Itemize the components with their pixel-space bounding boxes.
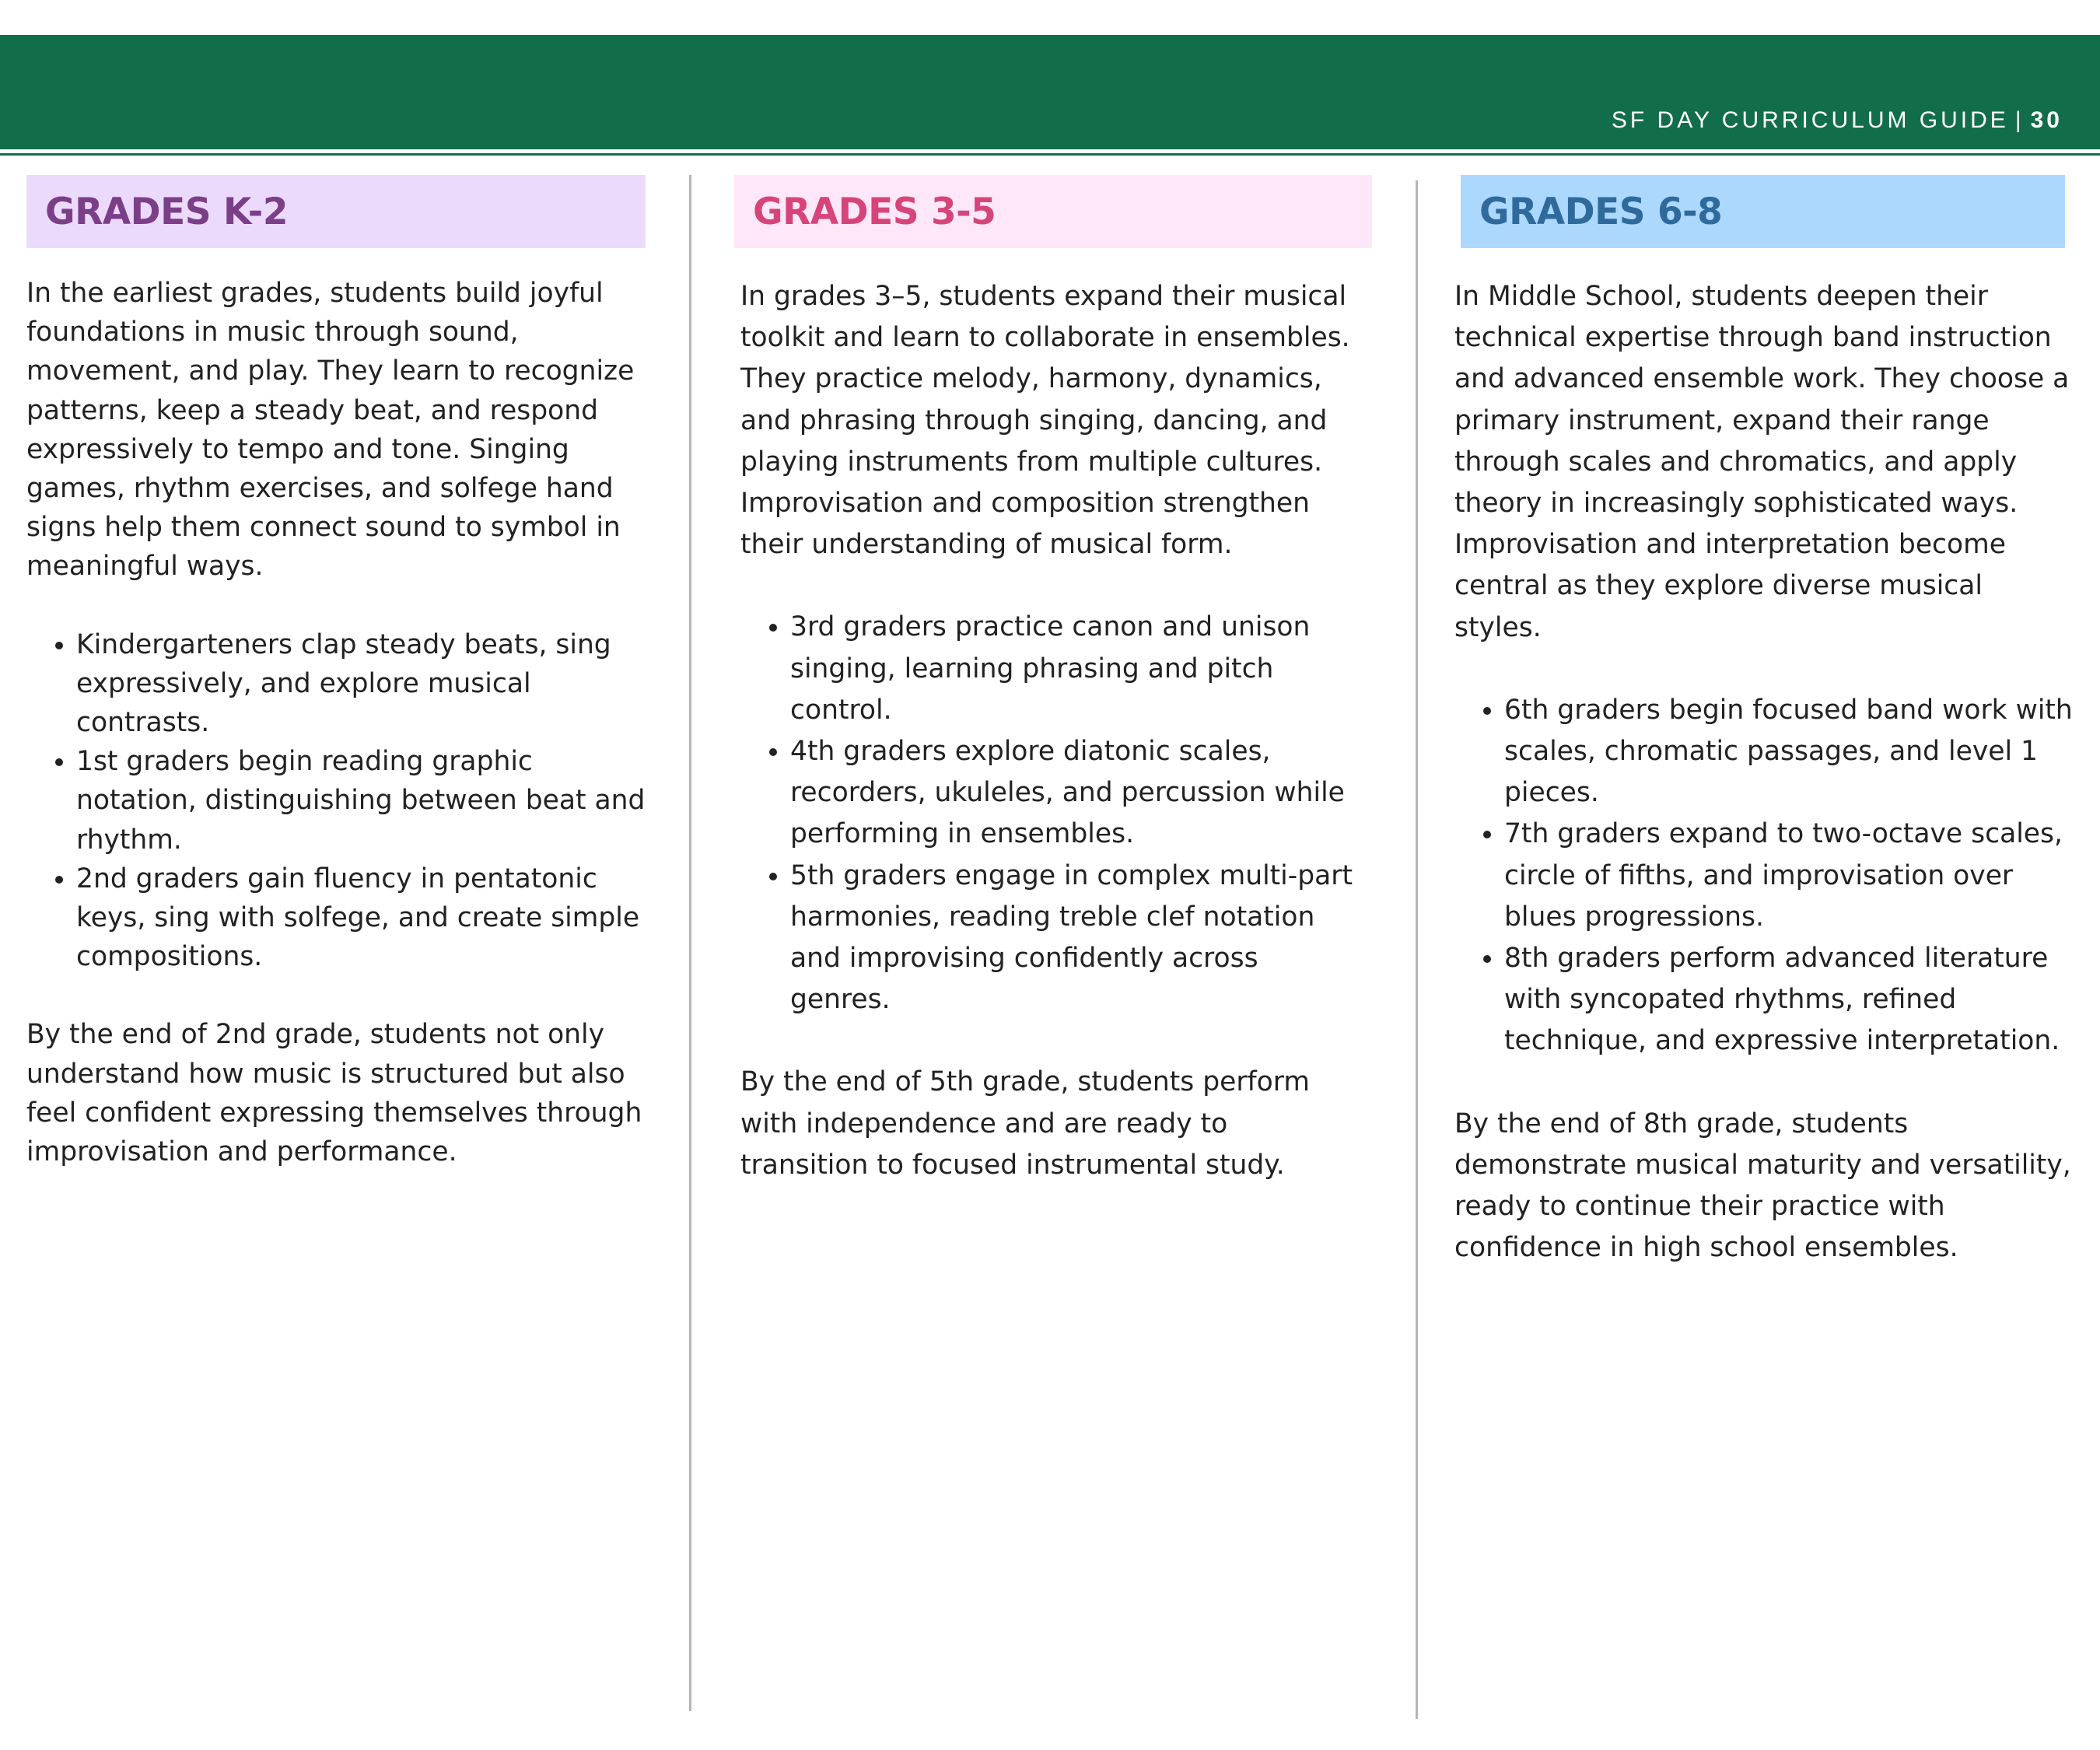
bullet-item: • 4th graders explore diatonic scales, recorders, ukuleles, and percussion while performing in ensembles. xyxy=(790,731,1363,856)
bullet-list-3-5 xyxy=(740,607,1363,1020)
bullet-item: • 1st graders begin reading graphic notation, distinguishing between beat and rhythm. xyxy=(76,742,649,859)
page-number: 30 xyxy=(2030,107,2063,133)
column-text-6-8 xyxy=(1454,276,2077,1269)
grade-title-6-8: GRADES 6-8 xyxy=(1479,190,1723,233)
closing-paragraph-3-5: By the end of 5th grade, students perform with independence and are ready to transition to focused instrumental study. xyxy=(740,1066,1310,1181)
bullet-list-k2 xyxy=(26,625,649,977)
intro-paragraph-k2: In the earliest grades, students build joyful foundations in music through sound, movement, and play. They learn to recognize patterns, keep a steady beat, and respond expressively to tempo and tone. Singing games, rhythm exercises, and solfege hand signs help them connect sound to symbol in meaningful ways. xyxy=(26,278,635,583)
column-divider xyxy=(689,175,691,1711)
intro-paragraph-6-8: In Middle School, students deepen their technical expertise through band instruction and advanced ensemble work. They choose a primary instrument, expand their range through scales and chromatics, and apply theory in increasingly sophisticated ways. Improvisation and interpretation become central as they explore diverse musical styles. xyxy=(1454,281,2070,643)
column-text-3-5 xyxy=(740,276,1363,1186)
bullet-item: • 7th graders expand to two-octave scales, circle of fifths, and improvisation over blues progressions. xyxy=(1504,814,2077,938)
column-grades-3-5 xyxy=(734,175,1372,248)
column-grades-6-8 xyxy=(1461,175,2065,248)
column-divider xyxy=(1416,180,1418,1719)
header-rule xyxy=(0,153,2100,156)
bullet-item: • 3rd graders practice canon and unison singing, learning phrasing and pitch control. xyxy=(790,607,1363,731)
bullet-item: • 8th graders perform advanced literature with syncopated rhythms, refined technique, and expressive interpretation. xyxy=(1504,938,2077,1062)
grade-title-3-5: GRADES 3-5 xyxy=(753,190,996,233)
column-text-k2 xyxy=(26,274,649,1171)
grade-header-k2 xyxy=(26,175,646,248)
grade-title-k2: GRADES K-2 xyxy=(45,190,289,233)
grade-header-3-5 xyxy=(734,175,1372,248)
intro-paragraph-3-5: In grades 3–5, students expand their musical toolkit and learn to collaborate in ensembles. They practice melody, harmony, dynamics, and phrasing through singing, dancing, and playing instruments from multiple cultures. Improvisation and composition strengthen their understanding of musical form. xyxy=(740,281,1350,561)
closing-paragraph-k2: By the end of 2nd grade, students not only understand how music is structured but also feel confident expressing themselves through improvisation and performance. xyxy=(26,1019,642,1168)
bullet-item: • 6th graders begin focused band work with scales, chromatic passages, and level 1 pieces. xyxy=(1504,690,2077,814)
closing-paragraph-6-8: By the end of 8th grade, students demonstrate musical maturity and versatility, ready to continue their practice with confidence in high school ensembles. xyxy=(1454,1108,2071,1264)
bullet-list-6-8 xyxy=(1454,690,2077,1062)
title-separator: | xyxy=(2014,107,2025,133)
guide-title-text: SF DAY CURRICULUM GUIDE xyxy=(1611,107,2009,133)
grade-header-6-8 xyxy=(1461,175,2065,248)
bullet-item: • Kindergarteners clap steady beats, sing expressively, and explore musical contrasts. xyxy=(76,625,649,743)
bullet-item: • 5th graders engage in complex multi-part harmonies, reading treble clef notation and improvising confidently across genres. xyxy=(790,856,1363,1021)
column-grades-k2 xyxy=(26,175,646,248)
bullet-item: • 2nd graders gain fluency in pentatonic keys, sing with solfege, and create simple compositions. xyxy=(76,859,649,977)
guide-title xyxy=(1612,107,2063,135)
